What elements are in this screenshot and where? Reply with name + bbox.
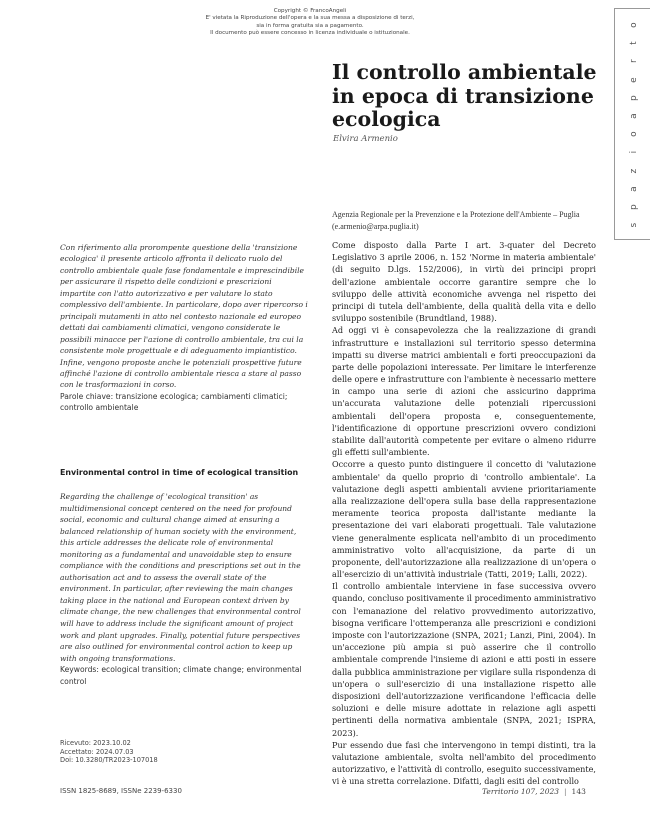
section-letter: a: [628, 186, 639, 192]
received-date: Ricevuto: 2023.10.02: [60, 739, 131, 747]
article-meta: [60, 739, 158, 765]
journal-name: Territorio 107, 2023: [482, 787, 560, 796]
tab-top-rule: [615, 8, 650, 9]
copyright-line: E' vietata la Riproduzione dell'opera e la sua messa a disposizione di terzi,: [205, 15, 415, 22]
section-letter: i: [628, 151, 639, 154]
doi: Doi: 10.3280/TR2023-107018: [60, 756, 158, 765]
abstract-english: [60, 491, 308, 687]
keywords-italian: Parole chiave: transizione ecologica; cambiamenti climatici; controllo ambientale: [60, 391, 288, 413]
article-title: Il controllo ambientale in epoca di transizione ecologica: [332, 60, 597, 131]
article-author: Elvira Armenio: [333, 134, 398, 144]
accepted-date: Accettato: 2024.07.03: [60, 747, 134, 756]
page-number: 143: [571, 787, 586, 796]
section-letter: r: [628, 59, 639, 64]
body-paragraph: Come disposto dalla Parte I art. 3-quater del Decreto Legislativo 3 aprile 2006, n. 152 'Norme in materia ambientale' (di seguito D.lgs. 152/2006), in virtù dei principi propri dell'azione ambientale occorre garantire sempre che lo sviluppo delle attività economiche avvenga nel rispetto dei principi di tutela dell'ambiente, della qualità della vita e dello sviluppo sostenibile (Brundtland, 1988).: [332, 240, 596, 324]
copyright-line: sia in forma gratuita sia a pagamento.: [256, 22, 364, 29]
section-letter: o: [628, 22, 639, 28]
article-body: [332, 239, 596, 787]
copyright-notice: [150, 8, 470, 38]
abstract-italian-text: Con riferimento alla prorompente questione della 'transizione ecologica' il presente articolo affronta il delicato ruolo del controllo ambientale quale fase fondamentale e imprescindibile per assicurare il rispetto delle condizioni e prescrizioni impartite con l'atto autorizzativo e per valutare lo stato complessivo dell'ambiente. In particolare, dopo aver ripercorso i principali mutamenti in atto nel contesto nazionale ed europeo dettati dai cambiamenti climatici, vengono considerate le possibili minacce per l'azione di controllo ambientale, tra cui la consistente mole progettuale e di adeguamento impiantistico. Infine, vengono proposte anche le potenziali prospettive future affinché l'azione di controllo ambientale riesca a stare al passo con le trasformazioni in corso.: [60, 243, 308, 390]
section-letter: p: [628, 204, 639, 210]
section-letter: t: [628, 41, 639, 46]
section-letter: z: [628, 168, 639, 174]
abstract-italian: [60, 242, 308, 414]
body-paragraph: Il controllo ambientale interviene in fase successiva ovvero quando, concluso positivamente il procedimento amministrativo con l'emanazione del relativo provvedimento autorizzativo, bisogna verificare l'ottemperanza alle prescrizioni e condizioni imposte con l'autorizzazione (SNPA, 2021; Lanzi, Pini, 2004). In un'accezione più ampia si può asserire che il controllo ambientale comprende l'insieme di azioni e atti posti in essere dalla pubblica amministrazione per vigilare sulla rispondenza di un'opera o sull'esercizio di una installazione rispetto alle disposizioni dell'autorizzazione verificandone l'efficacia delle soluzioni e delle misure adottate in relazione agli aspetti pertinenti della normativa ambientale (SNPA, 2021; ISPRA, 2023).: [332, 581, 596, 738]
section-letter: s: [628, 222, 639, 228]
body-paragraph: Pur essendo due fasi che intervengono in tempi distinti, tra la valutazione ambientale, svolta nell'ambito del procedimento autorizzativo, e l'attività di controllo, eseguito successivamente, vi è una stretta correlazione. Difatti, dagli esiti del controllo: [332, 739, 596, 787]
section-letter: e: [628, 76, 639, 83]
abstract-english-text: Regarding the challenge of 'ecological transition' as multidimensional concept centered on the need for profound social, economic and cultural change aimed at ensuring a balanced relationship of human society with the environment, this article addresses the delicate role of environmental monitoring as a fundamental and unavoidable step to ensure compliance with the conditions and prescriptions set out in the authorisation act and to assess the overall state of the environment. In particular, after reviewing the main changes taking place in the national and European context driven by climate change, the new challenges that environmental control will have to address include the significant amount of project work and plant upgrades. Finally, potential future perspectives are also outlined for environmental control action to keep up with ongoing transformations.: [60, 492, 301, 663]
tab-bottom-rule: [615, 239, 650, 240]
author-affiliation: Agenzia Regionale per la Prevenzione e la Protezione dell'Ambiente – Puglia (e.armenio@arpa.puglia.it): [332, 210, 580, 231]
footer-journal: Territorio 107, 2023 | 143: [482, 787, 586, 796]
footer-issn: ISSN 1825-8689, ISSNe 2239-6330: [60, 787, 182, 795]
section-letter: p: [628, 95, 639, 101]
copyright-line: Il documento può essere concesso in licenza individuale o istituzionale.: [210, 30, 410, 37]
section-letter: a: [628, 113, 639, 119]
english-title: Environmental control in time of ecological transition: [60, 468, 299, 477]
copyright-line: Copyright © FrancoAngeli: [273, 8, 347, 14]
section-side-tab: [614, 8, 650, 240]
section-label: [628, 16, 640, 234]
keywords-english: Keywords: ecological transition; climate change; environmental control: [60, 665, 302, 686]
body-paragraph: Ad oggi vi è consapevolezza che la realizzazione di grandi infrastrutture e installazioni sul territorio spesso determina impatti su diverse matrici ambientali e forti preoccupazioni da parte delle popolazioni interessate. Per limitare le interferenze delle opere e infrastrutture con l'ambiente è necessario mettere in campo una serie di azioni che assicurino dapprima un'accurata valutazione delle potenziali ripercussioni ambientali dell'opera proposta e, conseguentemente, l'identificazione di opportune prescrizioni ovvero condizioni stabilite dall'autorità competente per evitare o almeno ridurre gli effetti sull'ambiente.: [332, 325, 596, 458]
section-letter: o: [628, 131, 639, 138]
body-paragraph: Occorre a questo punto distinguere il concetto di 'valutazione ambientale' da quello proprio di 'controllo ambientale'. La valutazione degli aspetti ambientali avviene prioritariamente alla realizzazione dell'opera sulla base della rappresentazione meramente teorica proposta dall'istante mediante la presentazione dei vari elaborati progettuali. Tale valutazione viene generalmente esplicata nell'ambito di un procedimento amministrativo volto all'acquisizione, da parte di un proponente, dell'autorizzazione alla realizzazione di un'opera o all'esercizio di un'attività industriale (Tatti, 2019; Lalli, 2022).: [332, 459, 596, 580]
